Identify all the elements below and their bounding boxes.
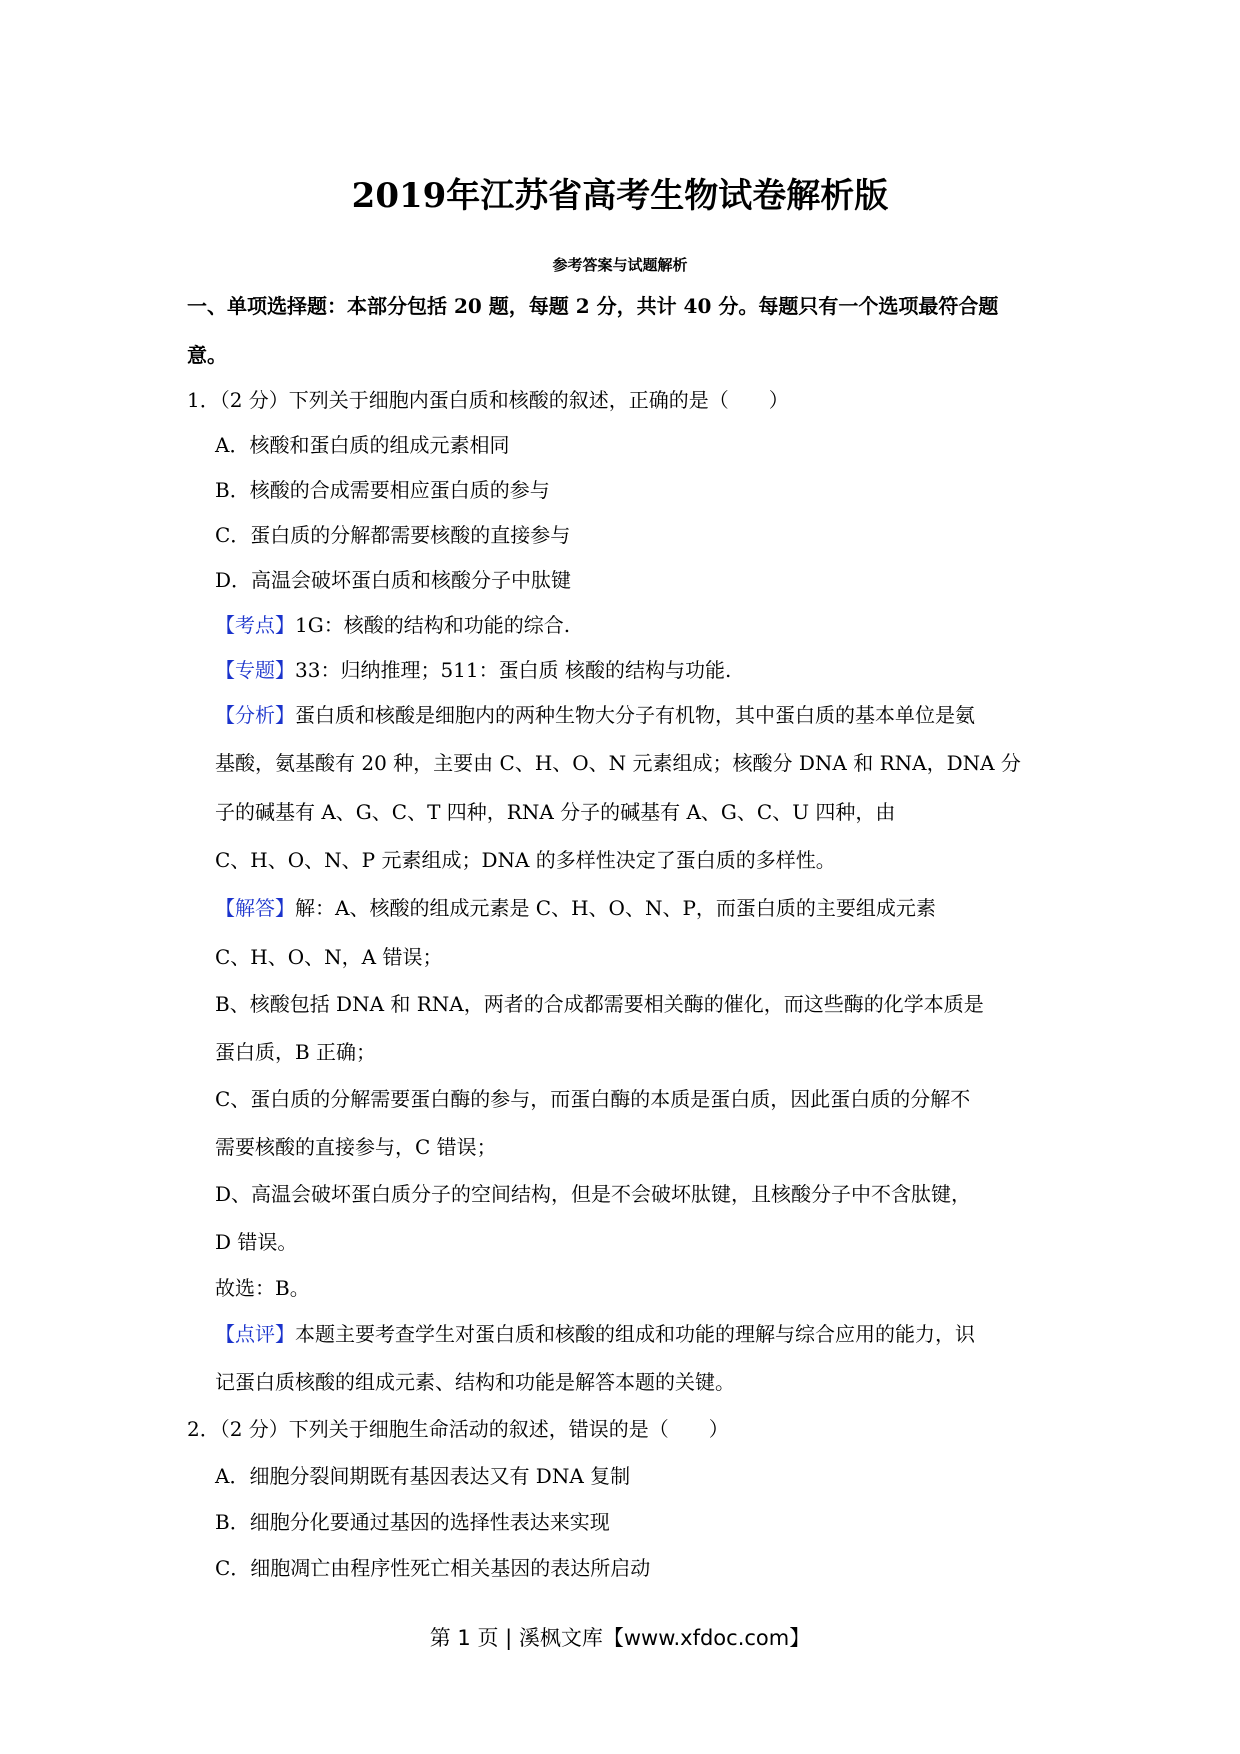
fenxi-line4: C、H、O、N、P 元素组成；DNA 的多样性决定了蛋白质的多样性。 bbox=[215, 848, 836, 872]
dianping-tag: 【点评】 bbox=[215, 1322, 295, 1346]
jieda-line2: C、H、O、N，A 错误； bbox=[215, 945, 443, 969]
fenxi-line3: 子的碱基有 A、G、C、T 四种，RNA 分子的碱基有 A、G、C、U 四种，由 bbox=[215, 800, 896, 824]
kaodian-tag: 【考点】 bbox=[215, 613, 295, 637]
answer-line: 故选：B。 bbox=[215, 1276, 310, 1300]
question-1-option-a: A．核酸和蛋白质的组成元素相同 bbox=[215, 433, 510, 457]
section-heading-line1: 一、单项选择题：本部分包括 20 题，每题 2 分，共计 40 分。每题只有一个选项最符合题 bbox=[187, 294, 999, 318]
question-2-stem: 2．（2 分）下列关于细胞生命活动的叙述，错误的是（ ） bbox=[187, 1417, 729, 1441]
document-subtitle: 参考答案与试题解析 bbox=[552, 256, 688, 274]
question-1-option-d: D．高温会破坏蛋白质和核酸分子中肽键 bbox=[215, 568, 572, 592]
question-2-option-a: A．细胞分裂间期既有基因表达又有 DNA 复制 bbox=[215, 1464, 631, 1488]
jieda-line3: B、核酸包括 DNA 和 RNA，两者的合成都需要相关酶的催化，而这些酶的化学本质是 bbox=[215, 992, 984, 1016]
fenxi-line2: 基酸，氨基酸有 20 种，主要由 C、H、O、N 元素组成；核酸分 DNA 和 RNA，DNA 分 bbox=[215, 751, 1021, 775]
jieda-line4: 蛋白质，B 正确； bbox=[215, 1040, 377, 1064]
jieda-text-1: 解：A、核酸的组成元素是 C、H、O、N、P，而蛋白质的主要组成元素 bbox=[295, 896, 936, 920]
fenxi-tag: 【分析】 bbox=[215, 703, 295, 727]
question-1-option-c: C．蛋白质的分解都需要核酸的直接参与 bbox=[215, 523, 571, 547]
section-heading-line2: 意。 bbox=[187, 343, 227, 367]
zhuanti-row bbox=[215, 654, 731, 683]
kaodian-row bbox=[215, 609, 570, 638]
fenxi-text-1: 蛋白质和核酸是细胞内的两种生物大分子有机物，其中蛋白质的基本单位是氨 bbox=[295, 703, 975, 727]
dianping-text-1: 本题主要考查学生对蛋白质和核酸的组成和功能的理解与综合应用的能力，识 bbox=[295, 1322, 975, 1346]
dianping-line1 bbox=[215, 1318, 975, 1347]
jieda-line5: C、蛋白质的分解需要蛋白酶的参与，而蛋白酶的本质是蛋白质，因此蛋白质的分解不 bbox=[215, 1087, 971, 1111]
kaodian-text: 1G：核酸的结构和功能的综合. bbox=[295, 613, 571, 637]
page-footer: 第 1 页 | 溪枫文库【www.xfdoc.com】 bbox=[429, 1626, 811, 1650]
question-1-option-b: B．核酸的合成需要相应蛋白质的参与 bbox=[215, 478, 550, 502]
jieda-line7: D、高温会破坏蛋白质分子的空间结构，但是不会破坏肽键，且核酸分子中不含肽键， bbox=[215, 1182, 972, 1206]
jieda-line1 bbox=[215, 892, 936, 921]
zhuanti-tag: 【专题】 bbox=[215, 658, 295, 682]
jieda-line8: D 错误。 bbox=[215, 1230, 298, 1254]
question-2-option-b: B．细胞分化要通过基因的选择性表达来实现 bbox=[215, 1510, 610, 1534]
dianping-line2: 记蛋白质核酸的组成元素、结构和功能是解答本题的关键。 bbox=[215, 1370, 735, 1394]
jieda-tag: 【解答】 bbox=[215, 896, 295, 920]
zhuanti-text: 33：归纳推理；511：蛋白质 核酸的结构与功能. bbox=[295, 658, 732, 682]
document-title: 2019年江苏省高考生物试卷解析版 bbox=[351, 176, 889, 216]
jieda-line6: 需要核酸的直接参与，C 错误； bbox=[215, 1135, 497, 1159]
question-2-option-c: C．细胞凋亡由程序性死亡相关基因的表达所启动 bbox=[215, 1556, 651, 1580]
fenxi-line1 bbox=[215, 699, 975, 728]
question-1-stem: 1．（2 分）下列关于细胞内蛋白质和核酸的叙述，正确的是（ ） bbox=[187, 388, 789, 412]
